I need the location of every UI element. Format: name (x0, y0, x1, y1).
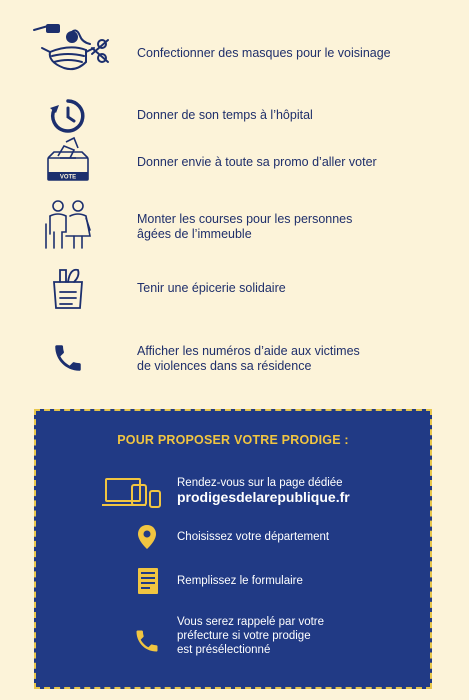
grocery-bag-icon (18, 260, 118, 316)
item-label: Tenir une épicerie solidaire (137, 281, 286, 295)
step-text: Rendez-vous sur la page dédiée (177, 477, 343, 489)
phone-icon (132, 625, 162, 657)
step-text: est présélectionné (177, 644, 271, 656)
step-text: Remplissez le formulaire (177, 575, 303, 587)
map-pin-icon (136, 523, 158, 551)
item-label: Donner envie à toute sa promo d’aller voter (137, 155, 377, 169)
website-link[interactable]: prodigesdelarepublique.fr (177, 489, 350, 505)
step-text: préfecture si votre prodige (177, 630, 311, 642)
sewing-mask-icon (18, 22, 118, 78)
item-label: Donner de son temps à l’hôpital (137, 108, 313, 122)
box-title: POUR PROPOSER VOTRE PRODIGE : (117, 433, 349, 447)
item-label: Monter les courses pour les personnes âgées de l’immeuble (137, 212, 353, 241)
ballot-box-icon (18, 134, 118, 190)
step-text: Vous serez rappelé par votre (177, 616, 325, 628)
item-label: Confectionner des masques pour le voisinage (137, 46, 391, 60)
phone-icon (18, 330, 118, 386)
item-label: Afficher les numéros d’aide aux victimes de violences dans sa résidence (137, 344, 360, 373)
submission-box (34, 409, 432, 689)
form-icon (136, 566, 160, 596)
vote-label: VOTE (59, 174, 77, 181)
step-text: Choisissez votre département (177, 531, 330, 543)
devices-icon (102, 475, 164, 509)
elderly-couple-icon (18, 196, 118, 252)
